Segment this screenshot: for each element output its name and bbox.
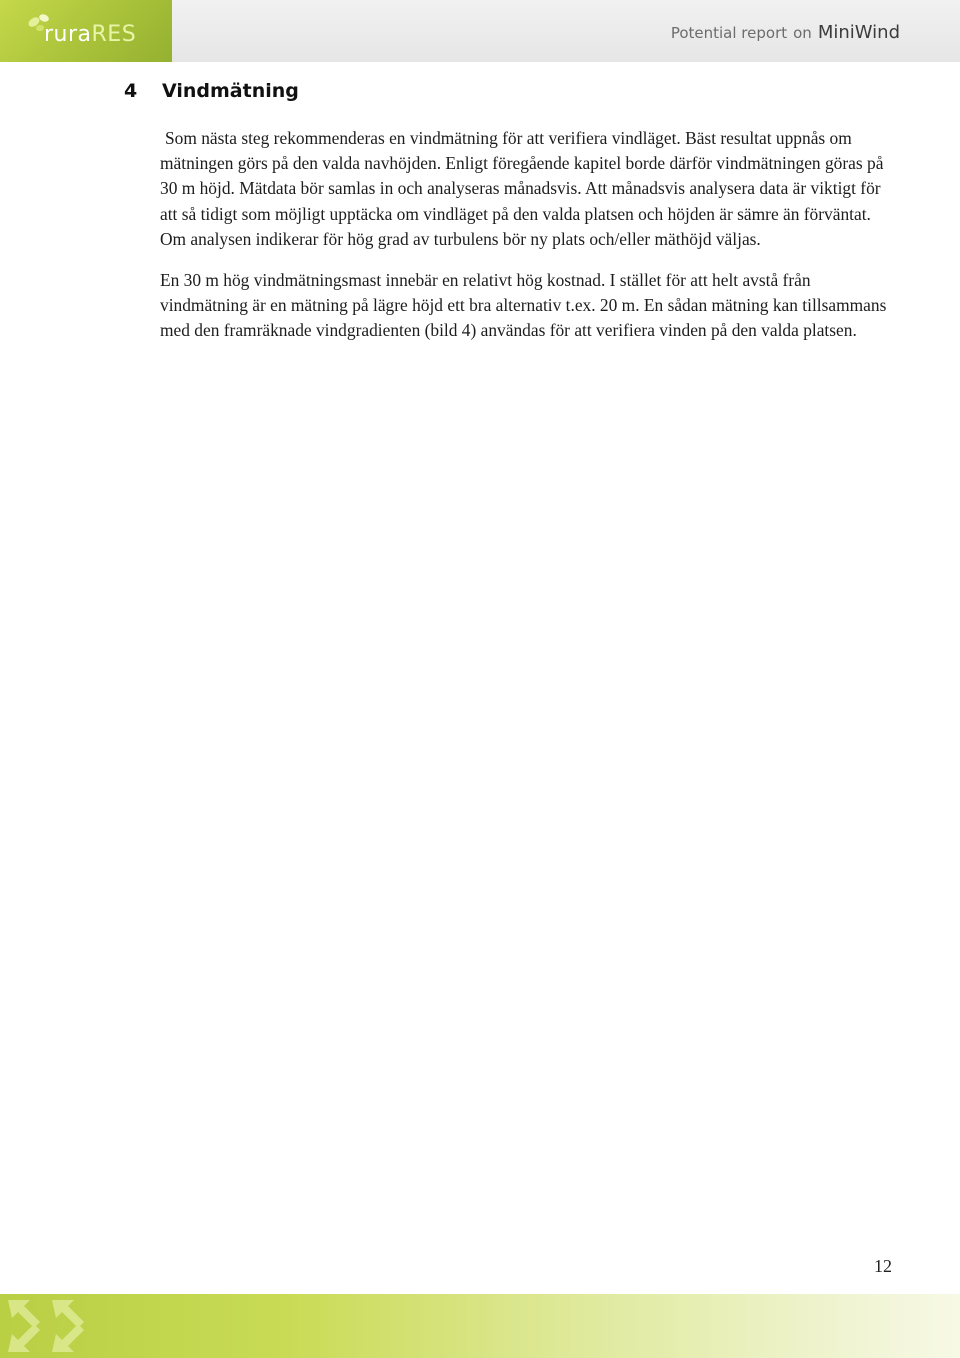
on-label: on: [793, 24, 812, 42]
page-footer: [0, 1294, 960, 1358]
report-label: Potential report: [670, 24, 788, 42]
report-title: [671, 22, 900, 43]
logo-main-text: rura: [44, 22, 92, 47]
page-number: 12: [874, 1256, 892, 1276]
paragraph-1: Som nästa steg rekommenderas en vindmätning för att verifiera vindläget. Bäst resultat uppnås om mätningen görs på den valda navhöjden. Enligt föregående kapitel borde därför vindmätningen göras på 30 m höjd. Mätdata bör samlas in och analyseras månadsvis. Att månadsvis analysera data är viktigt för att så tidigt som möjligt upptäcka om vindläget på den valda platsen och höjden är sämre än förväntat. Om analysen indikerar för hög grad av turbulens bör ny plats och/eller mäthöjd väljas.: [160, 128, 884, 249]
section-heading: [124, 80, 299, 102]
product-name: MiniWind: [817, 22, 900, 43]
section-title: Vindmätning: [162, 80, 299, 102]
body-text: [160, 126, 900, 360]
paragraph-2: En 30 m hög vindmätningsmast innebär en relativt hög kostnad. I stället för att helt avstå från vindmätning är en mätning på lägre höjd ett bra alternativ t.ex. 20 m. En sådan mätning kan tillsammans med den framräknade vindgradienten (bild 4) användas för att verifiera vinden på den valda platsen.: [160, 270, 887, 341]
page-header: [0, 0, 960, 62]
logo-wordmark: [44, 22, 136, 47]
section-number: 4: [124, 80, 138, 102]
arrows-decoration-icon: [0, 1294, 120, 1358]
logo-accent-text: RES: [91, 22, 137, 47]
rurares-logo: [0, 0, 172, 62]
